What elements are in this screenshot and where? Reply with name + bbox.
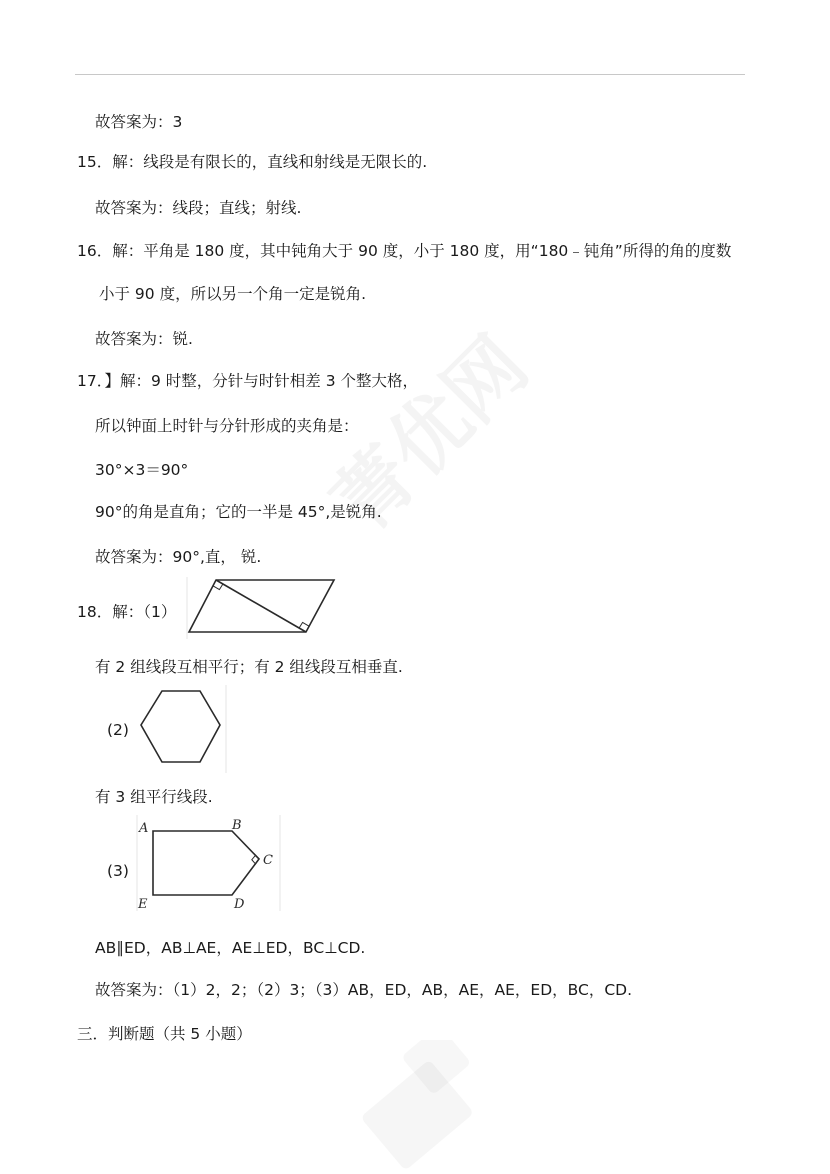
solution-15: 15．解：线段是有限长的，直线和射线是无限长的. <box>77 153 428 171</box>
solution-18-label-2: (2) <box>107 721 129 739</box>
solution-18-label-3: (3) <box>107 862 129 880</box>
vertex-label-a: A <box>139 821 149 836</box>
solution-17-line4: 90°的角是直角；它的一半是 45°,是锐角. <box>95 503 382 521</box>
solution-18-label-1: 18．解：（1） <box>77 603 177 621</box>
solution-18-text-2: 有 3 组平行线段. <box>95 788 213 806</box>
pentagon-figure <box>136 815 282 911</box>
answer-18: 故答案为：（1）2，2；（2）3；（3）AB，ED，AB，AE，AE，ED，BC，CD. <box>95 981 633 999</box>
solution-16-line2: 小于 90 度，所以另一个角一定是锐角. <box>99 285 367 303</box>
solution-17-line2: 所以钟面上时针与分针形成的夹角是： <box>95 417 359 435</box>
solution-17-line1: 17．】解：9 时整，分针与时针相差 3 个整大格， <box>77 372 418 390</box>
vertex-label-e: E <box>138 897 148 911</box>
answer-14: 故答案为：3 <box>95 113 183 131</box>
solution-17-equation: 30°×3＝90° <box>95 461 189 479</box>
header-rule <box>75 74 745 75</box>
solution-16-line1: 16．解：平角是 180 度，其中钝角大于 90 度，小于 180 度，用“180﹣钝角”所得的角的度数 <box>77 242 732 260</box>
parallelogram-figure <box>186 577 340 639</box>
answer-16: 故答案为：锐. <box>95 330 193 348</box>
answer-15: 故答案为：线段；直线；射线. <box>95 199 302 217</box>
section-heading-3: 三．判断题（共 5 小题） <box>77 1025 252 1043</box>
hexagon-figure <box>130 685 230 773</box>
solution-18-text-3: AB∥ED，AB⊥AE，AE⊥ED，BC⊥CD. <box>95 939 366 957</box>
vertex-label-b: B <box>232 818 242 833</box>
solution-18-text-1: 有 2 组线段互相平行；有 2 组线段互相垂直. <box>95 658 403 676</box>
watermark-lower-mark <box>330 1040 530 1174</box>
vertex-label-c: C <box>263 853 273 868</box>
answer-17: 故答案为：90°,直， 锐. <box>95 548 262 566</box>
watermark-text: 菁优网 <box>316 320 546 550</box>
vertex-label-d: D <box>234 897 245 911</box>
